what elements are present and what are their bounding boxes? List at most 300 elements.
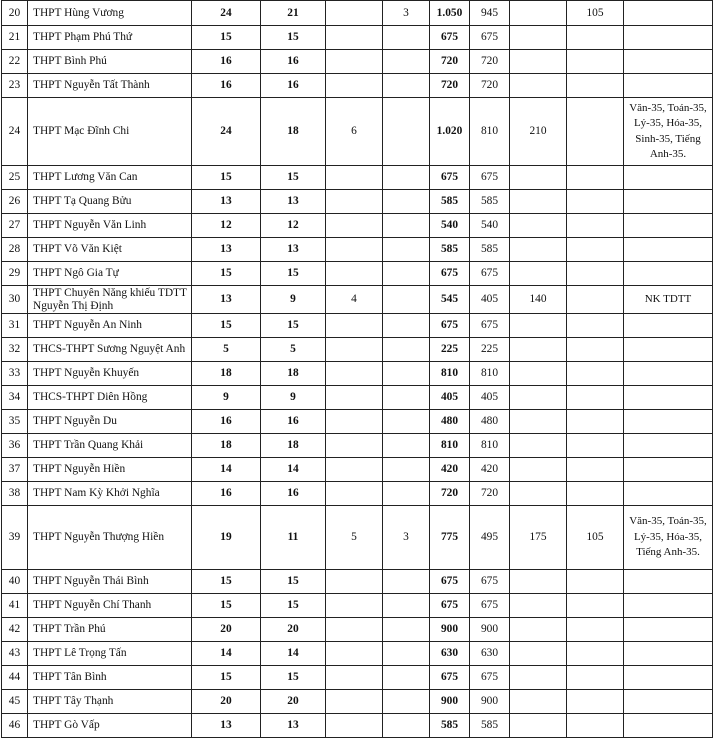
specialized-classes (326, 594, 383, 618)
regular-classes: 13 (261, 714, 326, 738)
regular-students: 900 (470, 618, 510, 642)
total-classes: 14 (192, 642, 261, 666)
row-number: 35 (2, 410, 28, 434)
total-classes: 15 (192, 570, 261, 594)
school-name: THPT Gò Vấp (28, 714, 192, 738)
total-classes: 14 (192, 458, 261, 482)
integrated-students (567, 238, 624, 262)
specialized-students (510, 238, 567, 262)
school-name: THPT Nguyễn Du (28, 410, 192, 434)
row-number: 38 (2, 482, 28, 506)
integrated-students (567, 410, 624, 434)
school-name: THPT Nguyễn Chí Thanh (28, 594, 192, 618)
integrated-classes (383, 482, 430, 506)
total-students: 900 (430, 618, 470, 642)
specialized-classes (326, 214, 383, 238)
specialized-students (510, 166, 567, 190)
specialized-classes (326, 262, 383, 286)
table-body (2, 1, 713, 738)
regular-students: 405 (470, 286, 510, 314)
regular-classes: 15 (261, 26, 326, 50)
specialized-students (510, 570, 567, 594)
specialized-classes (326, 410, 383, 434)
regular-students: 630 (470, 642, 510, 666)
total-students: 630 (430, 642, 470, 666)
specialized-classes: 6 (326, 98, 383, 166)
row-number: 41 (2, 594, 28, 618)
regular-classes: 15 (261, 262, 326, 286)
integrated-students (567, 50, 624, 74)
table-row (2, 286, 713, 314)
total-classes: 15 (192, 594, 261, 618)
row-number: 33 (2, 362, 28, 386)
total-students: 675 (430, 594, 470, 618)
regular-students: 405 (470, 386, 510, 410)
total-students: 585 (430, 190, 470, 214)
integrated-students (567, 642, 624, 666)
specialized-classes (326, 434, 383, 458)
school-name: THPT Lê Trọng Tấn (28, 642, 192, 666)
total-students: 675 (430, 26, 470, 50)
regular-students: 675 (470, 314, 510, 338)
integrated-classes (383, 618, 430, 642)
total-students: 420 (430, 458, 470, 482)
integrated-students (567, 74, 624, 98)
regular-students: 720 (470, 74, 510, 98)
row-number: 31 (2, 314, 28, 338)
integrated-classes (383, 214, 430, 238)
total-students: 1.050 (430, 1, 470, 26)
total-classes: 15 (192, 666, 261, 690)
integrated-classes (383, 642, 430, 666)
table-row (2, 314, 713, 338)
regular-students: 675 (470, 166, 510, 190)
total-classes: 16 (192, 50, 261, 74)
table-row (2, 666, 713, 690)
specialized-classes (326, 1, 383, 26)
specialized-students (510, 26, 567, 50)
table-row (2, 714, 713, 738)
specialized-classes (326, 666, 383, 690)
integrated-classes (383, 262, 430, 286)
regular-classes: 14 (261, 458, 326, 482)
row-number: 22 (2, 50, 28, 74)
regular-students: 585 (470, 238, 510, 262)
total-classes: 9 (192, 386, 261, 410)
integrated-students (567, 362, 624, 386)
specialized-students: 210 (510, 98, 567, 166)
school-name: THPT Phạm Phú Thứ (28, 26, 192, 50)
specialized-students (510, 262, 567, 286)
regular-classes: 18 (261, 362, 326, 386)
regular-classes: 14 (261, 642, 326, 666)
notes-cell (624, 50, 713, 74)
notes-cell (624, 690, 713, 714)
regular-students: 900 (470, 690, 510, 714)
specialized-classes (326, 74, 383, 98)
school-name: THCS-THPT Sương Nguyệt Anh (28, 338, 192, 362)
school-name: THPT Nguyễn Thái Bình (28, 570, 192, 594)
regular-classes: 18 (261, 98, 326, 166)
table-row (2, 642, 713, 666)
row-number: 27 (2, 214, 28, 238)
table-row (2, 166, 713, 190)
notes-cell (624, 410, 713, 434)
total-classes: 15 (192, 166, 261, 190)
regular-classes: 16 (261, 74, 326, 98)
row-number: 32 (2, 338, 28, 362)
regular-students: 480 (470, 410, 510, 434)
total-classes: 18 (192, 434, 261, 458)
school-name: THPT Trần Phú (28, 618, 192, 642)
integrated-students (567, 458, 624, 482)
regular-students: 675 (470, 666, 510, 690)
total-students: 480 (430, 410, 470, 434)
row-number: 40 (2, 570, 28, 594)
specialized-classes (326, 386, 383, 410)
total-classes: 13 (192, 714, 261, 738)
school-name: THPT Tây Thạnh (28, 690, 192, 714)
regular-classes: 20 (261, 618, 326, 642)
integrated-classes (383, 714, 430, 738)
specialized-students (510, 690, 567, 714)
total-students: 720 (430, 50, 470, 74)
integrated-classes (383, 314, 430, 338)
specialized-students (510, 314, 567, 338)
regular-classes: 9 (261, 286, 326, 314)
table-row (2, 386, 713, 410)
regular-students: 495 (470, 506, 510, 570)
table-row (2, 482, 713, 506)
table-row (2, 1, 713, 26)
notes-cell (624, 666, 713, 690)
school-name: THPT Mạc Đĩnh Chi (28, 98, 192, 166)
specialized-students (510, 338, 567, 362)
school-name: THPT Võ Văn Kiệt (28, 238, 192, 262)
row-number: 44 (2, 666, 28, 690)
integrated-classes (383, 434, 430, 458)
row-number: 43 (2, 642, 28, 666)
specialized-classes (326, 618, 383, 642)
specialized-students (510, 594, 567, 618)
total-classes: 13 (192, 286, 261, 314)
notes-cell (624, 570, 713, 594)
integrated-classes (383, 458, 430, 482)
notes-cell (624, 190, 713, 214)
total-classes: 15 (192, 314, 261, 338)
total-classes: 12 (192, 214, 261, 238)
regular-classes: 16 (261, 482, 326, 506)
table-row (2, 74, 713, 98)
integrated-students: 105 (567, 506, 624, 570)
regular-students: 675 (470, 26, 510, 50)
integrated-students (567, 482, 624, 506)
specialized-students (510, 50, 567, 74)
specialized-classes (326, 26, 383, 50)
specialized-students (510, 434, 567, 458)
notes-cell (624, 338, 713, 362)
specialized-students (510, 362, 567, 386)
school-name: THPT Lương Văn Can (28, 166, 192, 190)
specialized-classes (326, 50, 383, 74)
regular-classes: 15 (261, 594, 326, 618)
specialized-classes (326, 714, 383, 738)
integrated-students (567, 26, 624, 50)
notes-cell (624, 362, 713, 386)
total-students: 675 (430, 666, 470, 690)
integrated-students (567, 338, 624, 362)
integrated-classes: 3 (383, 506, 430, 570)
table-row (2, 458, 713, 482)
row-number: 21 (2, 26, 28, 50)
row-number: 39 (2, 506, 28, 570)
integrated-classes (383, 338, 430, 362)
total-students: 225 (430, 338, 470, 362)
regular-students: 810 (470, 434, 510, 458)
school-name: THPT Hùng Vương (28, 1, 192, 26)
specialized-classes (326, 166, 383, 190)
integrated-students (567, 594, 624, 618)
total-students: 585 (430, 238, 470, 262)
regular-students: 720 (470, 482, 510, 506)
table-row (2, 338, 713, 362)
integrated-classes (383, 362, 430, 386)
regular-classes: 16 (261, 50, 326, 74)
notes-cell: NK TDTT (624, 286, 713, 314)
table-row (2, 362, 713, 386)
regular-classes: 21 (261, 1, 326, 26)
integrated-students (567, 262, 624, 286)
regular-classes: 15 (261, 570, 326, 594)
regular-students: 675 (470, 570, 510, 594)
integrated-classes: 3 (383, 1, 430, 26)
total-classes: 16 (192, 482, 261, 506)
integrated-students (567, 690, 624, 714)
row-number: 37 (2, 458, 28, 482)
specialized-classes: 5 (326, 506, 383, 570)
regular-classes: 11 (261, 506, 326, 570)
total-students: 1.020 (430, 98, 470, 166)
notes-cell (624, 166, 713, 190)
specialized-students (510, 74, 567, 98)
total-students: 675 (430, 262, 470, 286)
specialized-students (510, 190, 567, 214)
total-classes: 13 (192, 190, 261, 214)
table-row (2, 190, 713, 214)
regular-classes: 15 (261, 314, 326, 338)
row-number: 23 (2, 74, 28, 98)
regular-students: 585 (470, 190, 510, 214)
row-number: 24 (2, 98, 28, 166)
integrated-classes (383, 386, 430, 410)
integrated-students (567, 166, 624, 190)
specialized-students (510, 386, 567, 410)
specialized-students (510, 458, 567, 482)
school-name: THPT Ngô Gia Tự (28, 262, 192, 286)
notes-cell (624, 642, 713, 666)
total-students: 720 (430, 482, 470, 506)
school-name: THCS-THPT Diên Hồng (28, 386, 192, 410)
total-classes: 15 (192, 262, 261, 286)
notes-cell (624, 482, 713, 506)
notes-cell (624, 386, 713, 410)
integrated-students: 105 (567, 1, 624, 26)
table-row (2, 26, 713, 50)
specialized-students: 140 (510, 286, 567, 314)
specialized-classes (326, 458, 383, 482)
school-name: THPT Bình Phú (28, 50, 192, 74)
integrated-classes (383, 570, 430, 594)
integrated-students (567, 618, 624, 642)
total-students: 675 (430, 570, 470, 594)
row-number: 42 (2, 618, 28, 642)
regular-classes: 18 (261, 434, 326, 458)
school-name: THPT Nguyễn Tất Thành (28, 74, 192, 98)
regular-students: 720 (470, 50, 510, 74)
notes-cell (624, 26, 713, 50)
notes-cell (624, 314, 713, 338)
table-row (2, 410, 713, 434)
total-classes: 15 (192, 26, 261, 50)
total-students: 775 (430, 506, 470, 570)
total-classes: 24 (192, 98, 261, 166)
total-classes: 20 (192, 618, 261, 642)
integrated-classes (383, 594, 430, 618)
integrated-students (567, 190, 624, 214)
school-name: THPT Tạ Quang Bửu (28, 190, 192, 214)
specialized-classes (326, 238, 383, 262)
row-number: 46 (2, 714, 28, 738)
specialized-students (510, 214, 567, 238)
total-students: 810 (430, 362, 470, 386)
regular-students: 675 (470, 594, 510, 618)
specialized-students (510, 714, 567, 738)
total-students: 585 (430, 714, 470, 738)
total-classes: 16 (192, 410, 261, 434)
integrated-students (567, 314, 624, 338)
total-students: 720 (430, 74, 470, 98)
notes-cell (624, 434, 713, 458)
total-classes: 19 (192, 506, 261, 570)
notes-cell (624, 594, 713, 618)
specialized-classes (326, 482, 383, 506)
regular-classes: 15 (261, 166, 326, 190)
regular-students: 810 (470, 98, 510, 166)
school-name: THPT Nguyễn Thượng Hiền (28, 506, 192, 570)
table-row (2, 50, 713, 74)
regular-classes: 13 (261, 238, 326, 262)
specialized-classes (326, 642, 383, 666)
total-students: 675 (430, 166, 470, 190)
table-row (2, 262, 713, 286)
regular-classes: 13 (261, 190, 326, 214)
row-number: 25 (2, 166, 28, 190)
regular-students: 420 (470, 458, 510, 482)
specialized-students (510, 1, 567, 26)
specialized-classes (326, 570, 383, 594)
integrated-students (567, 286, 624, 314)
specialized-classes (326, 690, 383, 714)
total-students: 675 (430, 314, 470, 338)
notes-cell: Văn-35, Toán-35, Lý-35, Hóa-35, Tiếng Anh-35. (624, 506, 713, 570)
specialized-students (510, 666, 567, 690)
specialized-students (510, 410, 567, 434)
integrated-students (567, 214, 624, 238)
table-row (2, 98, 713, 166)
integrated-students (567, 98, 624, 166)
notes-cell (624, 618, 713, 642)
regular-classes: 16 (261, 410, 326, 434)
integrated-classes (383, 166, 430, 190)
integrated-classes (383, 74, 430, 98)
total-classes: 20 (192, 690, 261, 714)
regular-students: 540 (470, 214, 510, 238)
row-number: 28 (2, 238, 28, 262)
integrated-classes (383, 690, 430, 714)
specialized-students (510, 482, 567, 506)
specialized-classes (326, 314, 383, 338)
regular-classes: 12 (261, 214, 326, 238)
regular-classes: 15 (261, 666, 326, 690)
total-students: 810 (430, 434, 470, 458)
notes-cell (624, 214, 713, 238)
regular-students: 810 (470, 362, 510, 386)
notes-cell (624, 1, 713, 26)
school-name: THPT Trần Quang Khải (28, 434, 192, 458)
integrated-classes (383, 98, 430, 166)
school-name: THPT Nguyễn Văn Linh (28, 214, 192, 238)
regular-classes: 9 (261, 386, 326, 410)
notes-cell: Văn-35, Toán-35, Lý-35, Hóa-35, Sinh-35, Tiếng Anh-35. (624, 98, 713, 166)
specialized-classes: 4 (326, 286, 383, 314)
integrated-classes (383, 238, 430, 262)
school-name: THPT Nguyễn Khuyến (28, 362, 192, 386)
specialized-students: 175 (510, 506, 567, 570)
row-number: 45 (2, 690, 28, 714)
regular-students: 225 (470, 338, 510, 362)
regular-classes: 5 (261, 338, 326, 362)
integrated-classes (383, 190, 430, 214)
table-row (2, 214, 713, 238)
total-students: 545 (430, 286, 470, 314)
total-classes: 5 (192, 338, 261, 362)
table-row (2, 570, 713, 594)
total-classes: 24 (192, 1, 261, 26)
specialized-classes (326, 362, 383, 386)
table-row (2, 506, 713, 570)
integrated-students (567, 570, 624, 594)
school-name: THPT Nam Kỳ Khởi Nghĩa (28, 482, 192, 506)
table-row (2, 238, 713, 262)
table-row (2, 690, 713, 714)
integrated-classes (383, 26, 430, 50)
regular-students: 675 (470, 262, 510, 286)
notes-cell (624, 458, 713, 482)
total-students: 405 (430, 386, 470, 410)
school-name: THPT Tân Bình (28, 666, 192, 690)
table-row (2, 618, 713, 642)
notes-cell (624, 714, 713, 738)
regular-students: 585 (470, 714, 510, 738)
total-classes: 18 (192, 362, 261, 386)
specialized-students (510, 642, 567, 666)
row-number: 30 (2, 286, 28, 314)
integrated-students (567, 386, 624, 410)
row-number: 36 (2, 434, 28, 458)
integrated-classes (383, 666, 430, 690)
integrated-students (567, 666, 624, 690)
notes-cell (624, 262, 713, 286)
